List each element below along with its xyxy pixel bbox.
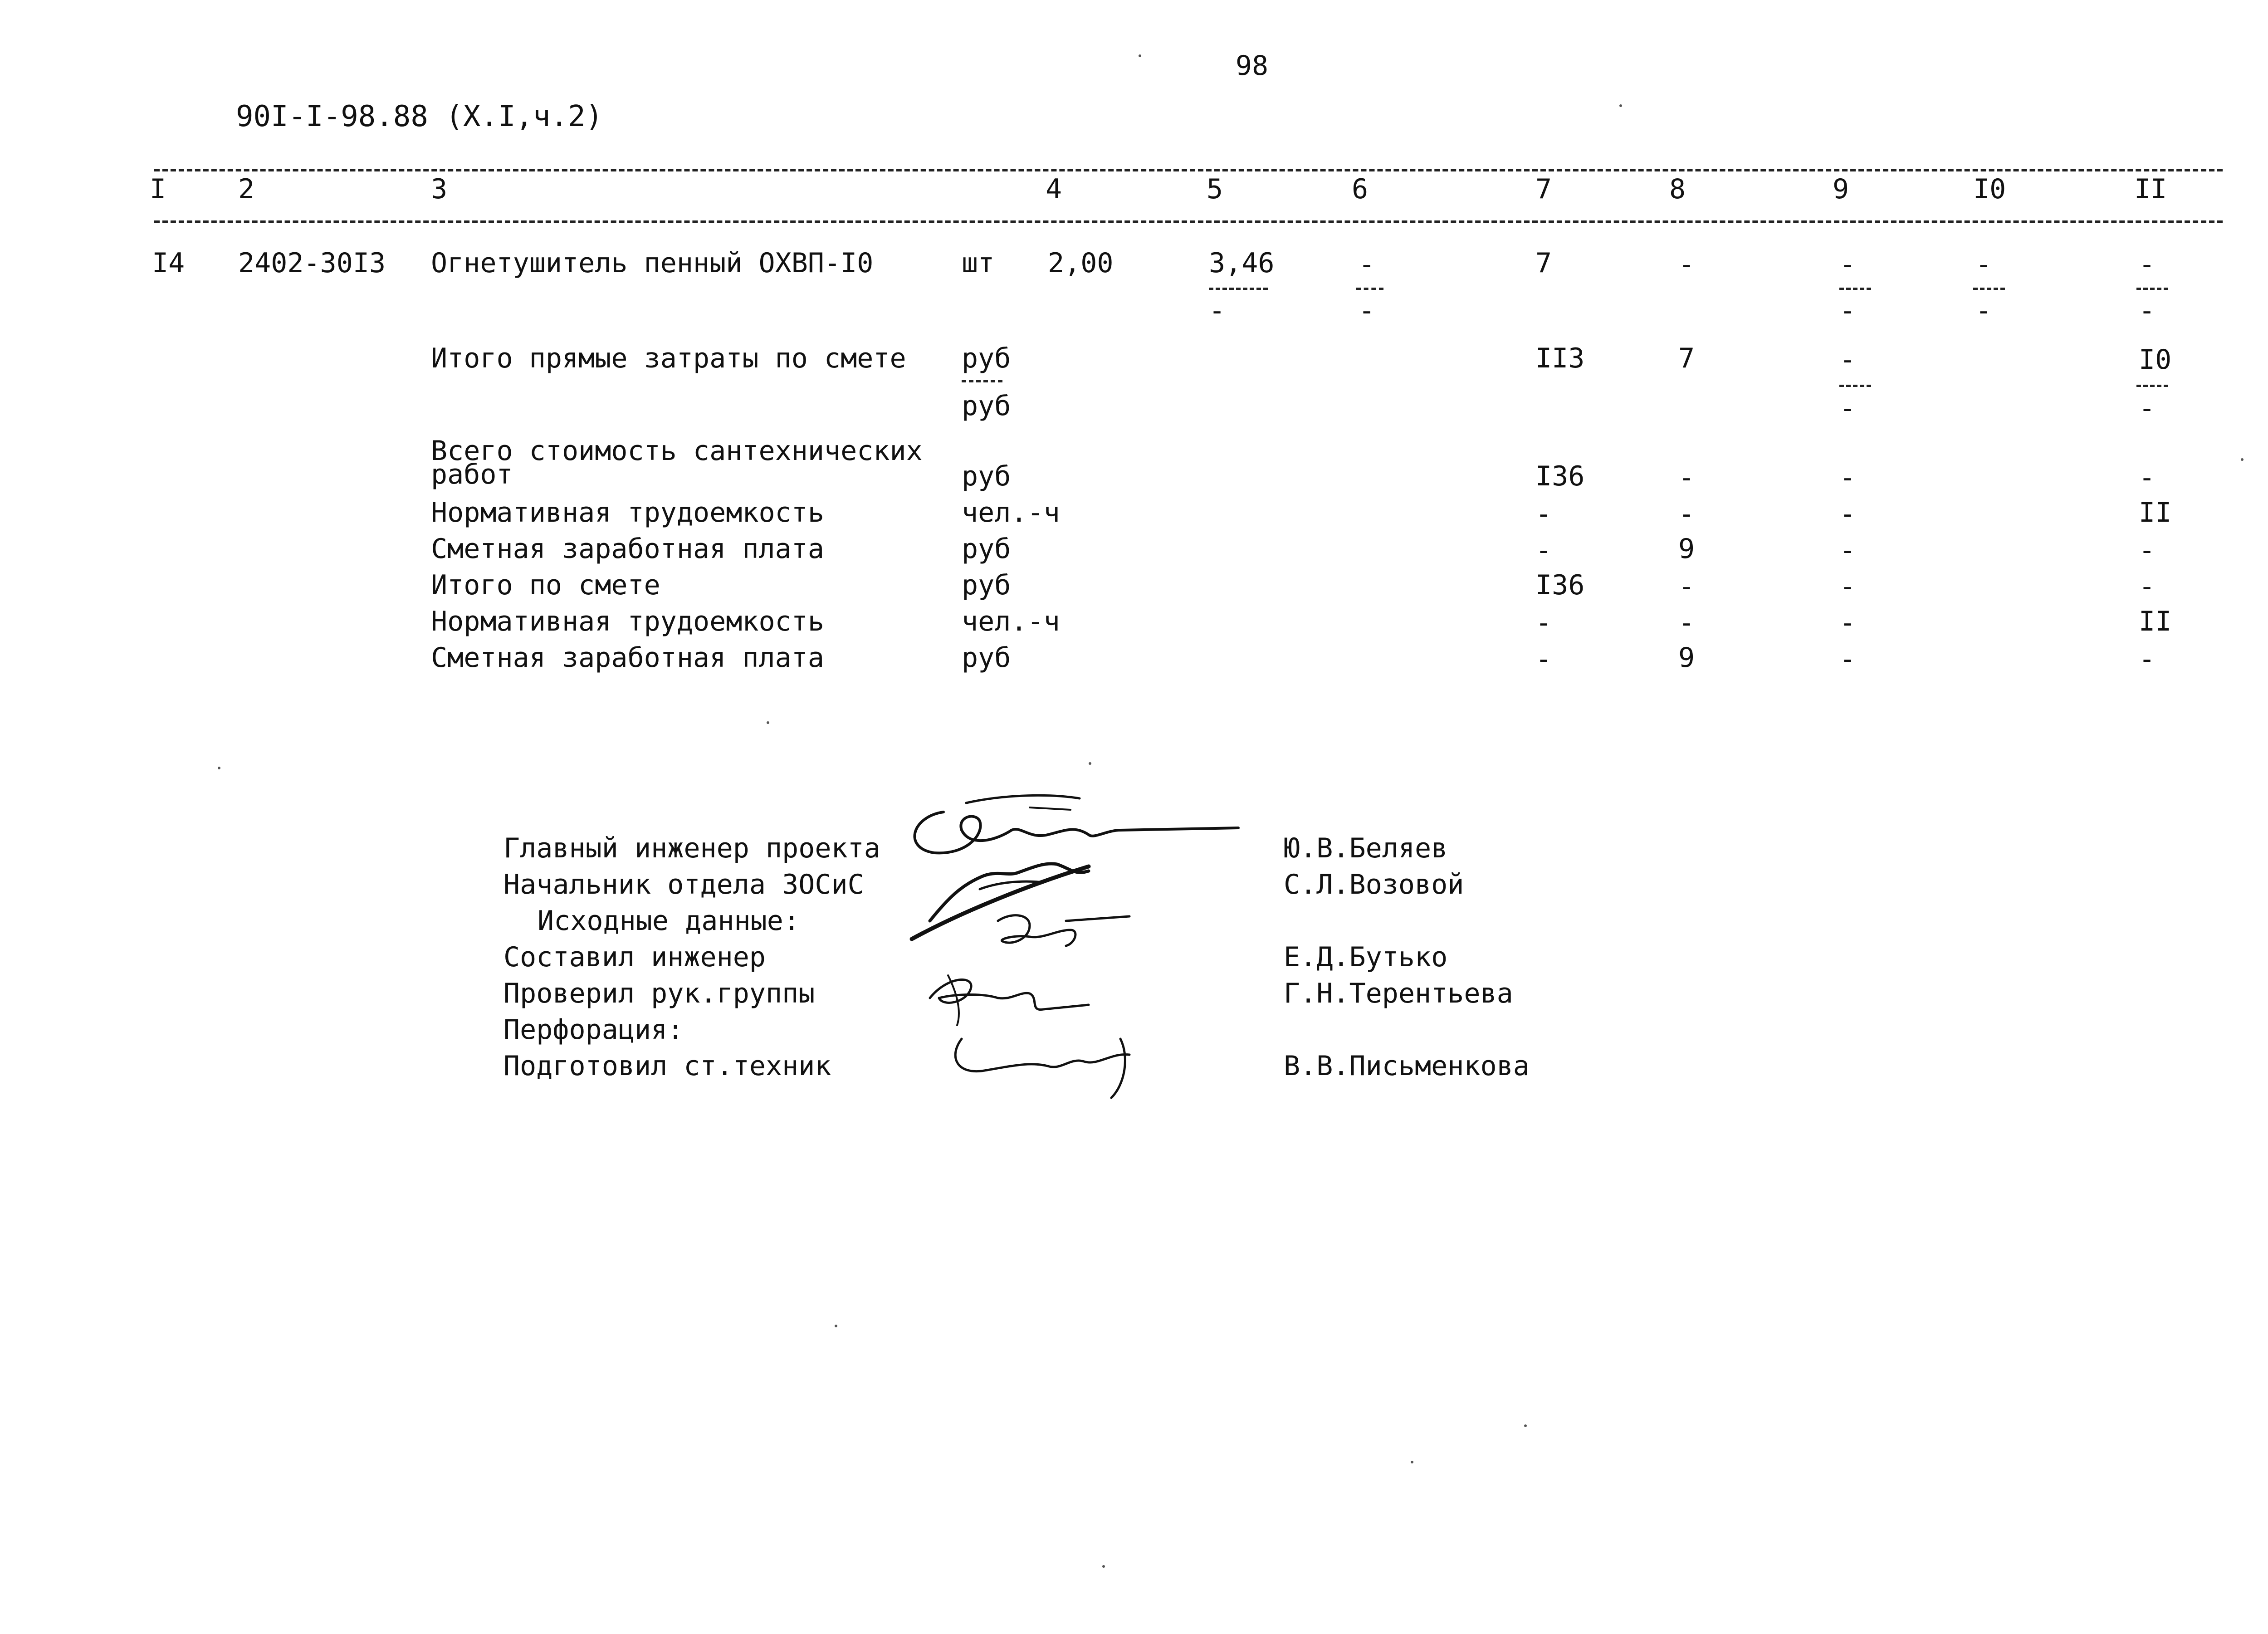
signatory-name: В.В.Письменкова <box>1284 1050 1530 1082</box>
summary-col8: 9 <box>1678 533 1695 565</box>
item-col5: 3,46 <box>1209 247 1275 279</box>
item-col11-lower: - <box>2139 295 2156 327</box>
scan-speck <box>1619 104 1622 107</box>
column-header-7: 7 <box>1535 173 1552 205</box>
item-number: I4 <box>152 247 185 279</box>
column-header-5: 5 <box>1207 173 1223 205</box>
column-header-11: II <box>2134 173 2167 205</box>
summary-col9: - <box>1839 462 1856 494</box>
summary-col9: - <box>1839 607 1856 639</box>
summary-col9: - <box>1839 571 1856 602</box>
item-col6: - <box>1359 249 1375 280</box>
summary-col8: - <box>1678 462 1695 494</box>
direct-costs-col11-lower: - <box>2139 392 2156 424</box>
summary-label: Нормативная трудоемкость <box>431 497 824 528</box>
fraction-bar <box>1839 288 1871 290</box>
signature-role: Проверил рук.группы <box>503 978 815 1009</box>
signatory-name: С.Л.Возовой <box>1284 869 1464 900</box>
summary-label: Нормативная трудоемкость <box>431 606 824 637</box>
signature-role: Главный инженер проекта <box>503 832 880 864</box>
summary-col7: - <box>1535 643 1552 675</box>
summary-col11: II <box>2139 497 2172 528</box>
summary-label: Всего стоимость сантехнических работ <box>431 435 923 490</box>
column-header-3: 3 <box>431 173 448 205</box>
summary-col7: - <box>1535 534 1552 566</box>
scan-speck <box>1102 1565 1105 1568</box>
column-header-2: 2 <box>238 173 255 205</box>
summary-unit: чел.-ч <box>962 606 1060 637</box>
item-col8: - <box>1678 249 1695 280</box>
fraction-bar <box>2136 385 2168 387</box>
direct-costs-col9-lower: - <box>1839 392 1856 424</box>
direct-costs-unit-lower: руб <box>962 390 1011 422</box>
signature-section-label: Перфорация: <box>503 1014 684 1046</box>
item-col6-lower: - <box>1359 295 1375 327</box>
handwritten-signatures <box>894 785 1247 1111</box>
summary-col11: - <box>2139 643 2156 675</box>
signatory-name: Ю.В.Беляев <box>1284 832 1448 864</box>
summary-col9: - <box>1839 643 1856 675</box>
summary-col8: 9 <box>1678 642 1695 674</box>
direct-costs-unit: руб <box>962 342 1011 374</box>
summary-col11: - <box>2139 534 2156 566</box>
column-header-9: 9 <box>1833 173 1849 205</box>
signature-section-label: Исходные данные: <box>538 905 800 937</box>
column-header-1: I <box>150 173 166 205</box>
summary-label: Сметная заработная плата <box>431 533 824 565</box>
summary-unit: руб <box>962 569 1011 601</box>
signatory-name: Г.Н.Терентьева <box>1284 978 1513 1009</box>
fraction-bar <box>1356 288 1383 290</box>
item-col10-lower: - <box>1975 295 1992 327</box>
document-code: 90I-I-98.88 (X.I,ч.2) <box>236 100 603 133</box>
summary-col8: - <box>1678 607 1695 639</box>
item-col9-lower: - <box>1839 295 1856 327</box>
scan-speck <box>1139 54 1141 57</box>
item-col7: 7 <box>1535 247 1552 279</box>
fraction-bar <box>962 380 1002 382</box>
scan-speck <box>218 767 220 769</box>
item-col11: - <box>2139 249 2156 280</box>
scan-speck <box>1089 762 1091 765</box>
summary-unit: руб <box>962 460 1011 492</box>
scan-speck <box>1411 1461 1413 1463</box>
direct-costs-col11: I0 <box>2139 344 2172 376</box>
item-unit: шт <box>962 247 995 279</box>
summary-col7: I36 <box>1535 460 1585 492</box>
fraction-bar <box>1839 385 1871 387</box>
signatory-name: Е.Д.Бутько <box>1284 941 1448 973</box>
item-col5-lower: - <box>1209 295 1226 327</box>
summary-col7: I36 <box>1535 569 1585 601</box>
item-col10: - <box>1975 249 1992 280</box>
direct-costs-col9: - <box>1839 344 1856 376</box>
summary-label: Итого по смете <box>431 569 660 601</box>
scan-speck <box>1524 1424 1527 1427</box>
direct-costs-col7: II3 <box>1535 342 1585 374</box>
scan-speck <box>835 1325 837 1327</box>
summary-unit: руб <box>962 533 1011 565</box>
summary-unit: чел.-ч <box>962 497 1060 528</box>
direct-costs-col8: 7 <box>1678 342 1695 374</box>
item-quantity: 2,00 <box>1048 247 1114 279</box>
summary-col9: - <box>1839 534 1856 566</box>
scan-speck <box>2241 458 2244 461</box>
column-header-8: 8 <box>1669 173 1686 205</box>
item-code: 2402-30I3 <box>238 247 386 279</box>
item-name: Огнетушитель пенный ОХВП-I0 <box>431 247 874 279</box>
signature-role: Подготовил ст.техник <box>503 1050 831 1082</box>
summary-col11: II <box>2139 606 2172 637</box>
fraction-bar <box>1209 288 1268 290</box>
signature-role: Начальник отдела ЗОСиС <box>503 869 864 900</box>
column-header-10: I0 <box>1973 173 2006 205</box>
scan-speck <box>767 721 769 724</box>
summary-col8: - <box>1678 498 1695 530</box>
page-number: 98 <box>1235 50 1269 82</box>
direct-costs-label: Итого прямые затраты по смете <box>431 342 906 374</box>
summary-col11: - <box>2139 462 2156 494</box>
summary-col11: - <box>2139 571 2156 602</box>
fraction-bar <box>2136 288 2168 290</box>
fraction-bar <box>1973 288 2005 290</box>
summary-col7: - <box>1535 607 1552 639</box>
summary-col9: - <box>1839 498 1856 530</box>
summary-unit: руб <box>962 642 1011 674</box>
column-header-4: 4 <box>1046 173 1062 205</box>
summary-label: Сметная заработная плата <box>431 642 824 674</box>
item-col9: - <box>1839 249 1856 280</box>
summary-col7: - <box>1535 498 1552 530</box>
header-bottom-rule <box>154 220 2223 223</box>
column-header-6: 6 <box>1352 173 1369 205</box>
signature-role: Составил инженер <box>503 941 766 973</box>
summary-col8: - <box>1678 571 1695 602</box>
header-top-rule <box>154 169 2223 171</box>
